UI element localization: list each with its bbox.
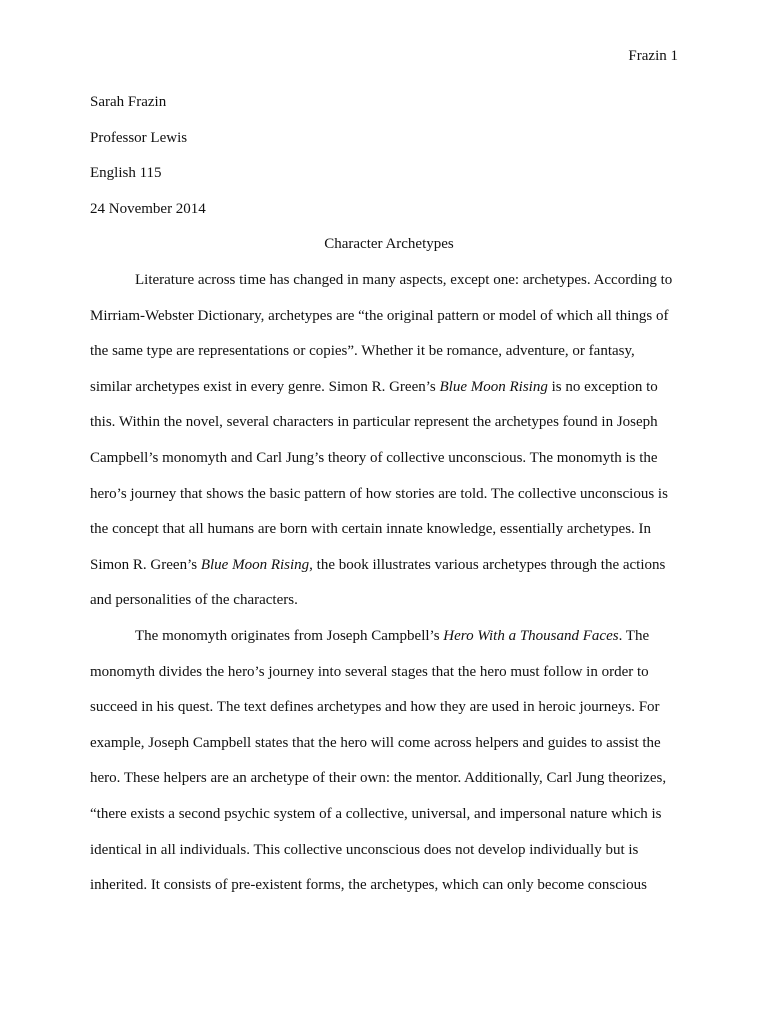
course-name: English 115 — [90, 165, 162, 182]
text-line — [90, 555, 690, 591]
mla-heading — [90, 92, 690, 270]
text-segment: the concept that all humans are born with certain innate knowledge, essentially archetypes. In — [90, 521, 652, 538]
text-line — [90, 768, 690, 804]
author-name: Sarah Frazin — [90, 94, 167, 110]
italic-title: Hero With a Thousand Faces — [443, 627, 619, 644]
paragraph — [90, 270, 690, 626]
italic-title: Blue Moon Rising — [200, 556, 310, 573]
text-segment: Simon R. Green’s — [90, 556, 201, 573]
text-segment: hero’s journey that shows the basic pattern of how stories are told. The collective unconscious is — [90, 485, 668, 502]
text-segment: identical in all individuals. This collective unconscious does not develop individually but is — [90, 841, 639, 858]
professor-name: Professor Lewis — [90, 129, 188, 146]
text-line — [90, 341, 690, 377]
text-line — [90, 840, 690, 876]
text-line — [90, 519, 690, 555]
text-line — [90, 590, 690, 626]
text-segment: Literature across time has changed in many aspects, except one: archetypes. According to — [135, 272, 673, 288]
text-segment: inherited. It consists of pre-existent forms, the archetypes, which can only become conscious — [90, 877, 647, 894]
text-segment: The monomyth originates from Joseph Campbell’s — [135, 627, 444, 644]
text-line — [90, 306, 690, 342]
text-line — [90, 875, 690, 911]
text-segment: similar archetypes exist in every genre. Simon R. Green’s — [90, 378, 440, 395]
text-segment: is no exception to — [547, 378, 658, 395]
text-segment: , the book illustrates various archetypes through the actions — [309, 556, 666, 573]
text-line — [90, 412, 690, 448]
text-line — [90, 804, 690, 840]
text-segment: Campbell’s monomyth and Carl Jung’s theory of collective unconscious. The monomyth is the — [90, 449, 658, 466]
text-segment: “there exists a second psychic system of a collective, universal, and impersonal nature which is — [90, 805, 662, 822]
text-segment: succeed in his quest. The text defines archetypes and how they are used in heroic journeys. For — [90, 699, 660, 716]
text-segment: Mirriam-Webster Dictionary, archetypes are “the original pattern or model of which all things of — [90, 307, 669, 324]
essay-body — [90, 270, 690, 911]
running-head: Frazin 1 — [628, 48, 678, 64]
text-segment: monomyth divides the hero’s journey into several stages that the hero must follow in order to — [90, 663, 649, 680]
text-line — [90, 697, 690, 733]
text-line — [90, 662, 690, 698]
text-segment: hero. These helpers are an archetype of their own: the mentor. Additionally, Carl Jung theorizes, — [90, 770, 667, 787]
text-line — [90, 484, 690, 520]
paragraph — [90, 626, 690, 911]
text-segment: this. Within the novel, several characters in particular represent the archetypes found in Joseph — [90, 414, 658, 431]
text-line — [90, 626, 690, 662]
text-segment: and personalities of the characters. — [90, 592, 298, 609]
text-segment: . The — [618, 627, 650, 644]
text-line — [90, 733, 690, 769]
text-line — [90, 270, 690, 306]
text-segment: example, Joseph Campbell states that the hero will come across helpers and guides to assist the — [90, 734, 661, 751]
text-segment: the same type are representations or copies”. Whether it be romance, adventure, or fantasy, — [90, 343, 635, 360]
text-line — [90, 448, 690, 484]
essay-title: Character Archetypes — [324, 236, 454, 253]
italic-title: Blue Moon Rising — [439, 378, 548, 395]
date: 24 November 2014 — [90, 200, 206, 217]
text-line — [90, 377, 690, 413]
